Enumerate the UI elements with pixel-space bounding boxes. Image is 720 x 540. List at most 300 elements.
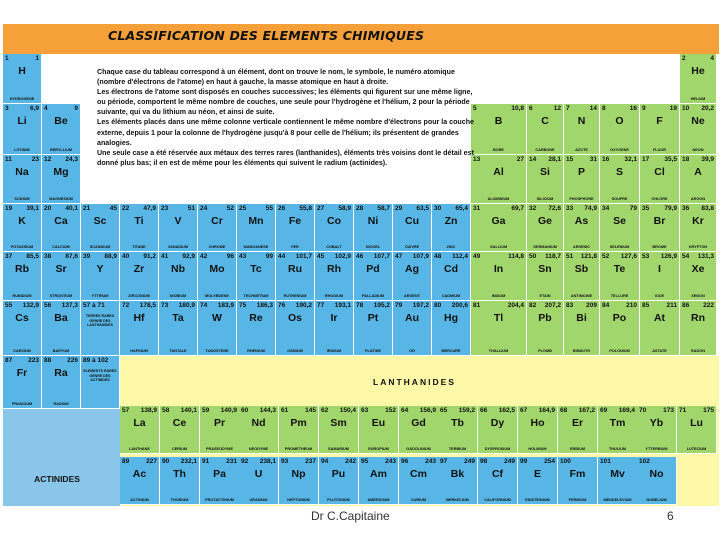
atomic-mass: 63,5 <box>416 205 429 212</box>
atomic-number: 73 <box>161 302 169 309</box>
atomic-number: 82 <box>529 302 537 309</box>
element-symbol: H <box>18 65 26 77</box>
element-symbol: Nd <box>251 417 266 429</box>
element-symbol: Th <box>173 468 186 480</box>
element-name: CARBONE <box>535 148 555 152</box>
atomic-mass: 186,3 <box>256 302 273 309</box>
atomic-mass: 9 <box>74 105 78 112</box>
element-name: ETAIN <box>539 294 551 298</box>
element-name: CHROME <box>208 245 226 249</box>
atomic-mass: 178,5 <box>139 302 156 309</box>
element-cell <box>640 204 680 252</box>
element-cell <box>159 252 198 301</box>
atomic-mass: 96 <box>226 253 234 260</box>
element-cell <box>3 104 42 155</box>
atomic-number: 80 <box>434 302 442 309</box>
atomic-mass: 127,6 <box>620 253 637 260</box>
atomic-mass: 173 <box>663 407 674 414</box>
atomic-mass: 254 <box>544 458 555 465</box>
element-cell <box>527 204 564 252</box>
element-name: VANADIUM <box>167 245 189 249</box>
element-symbol: Br <box>653 215 666 227</box>
element-name: STRONTIUM <box>49 294 73 298</box>
element-cell <box>81 204 120 252</box>
element-name: TANTALE <box>169 349 187 353</box>
atomic-number: 48 <box>434 253 442 260</box>
element-symbol: O <box>615 115 624 127</box>
atomic-mass: 193,1 <box>334 302 351 309</box>
lanthanides-label: LANTHANIDES <box>373 377 456 387</box>
atomic-mass: 55,8 <box>299 205 312 212</box>
atomic-number: 16 <box>602 156 610 163</box>
element-symbol: Np <box>291 468 306 480</box>
element-cell <box>81 356 120 409</box>
atomic-mass: 145 <box>305 407 316 414</box>
atomic-mass: 138,9 <box>140 407 157 414</box>
atomic-mass: 79,9 <box>664 205 677 212</box>
atomic-number: 74 <box>200 302 208 309</box>
element-symbol: Na <box>15 166 29 178</box>
atomic-mass: 52 <box>226 205 234 212</box>
element-cell <box>527 301 564 356</box>
element-symbol: Lu <box>690 417 703 429</box>
atomic-number: 93 <box>281 458 289 465</box>
atomic-mass: 10,8 <box>511 105 524 112</box>
element-symbol: Rb <box>15 263 29 275</box>
element-cell <box>680 252 717 301</box>
element-symbol: As <box>574 215 589 227</box>
element-symbol: Fe <box>288 215 302 227</box>
atomic-mass: 243 <box>425 458 436 465</box>
element-symbol: Ca <box>54 215 68 227</box>
element-cell <box>237 204 276 252</box>
element-symbol: Rn <box>691 312 705 324</box>
atomic-number: 57 <box>122 407 130 414</box>
element-name: MOLYBDENE <box>205 294 229 298</box>
atomic-number: 72 <box>122 302 130 309</box>
element-symbol: Ba <box>54 312 68 324</box>
element-name: YTTERBIUM <box>645 447 668 451</box>
element-name: TERBIUM <box>448 447 467 451</box>
atomic-number: 56 <box>44 302 52 309</box>
element-name: GALLIUM <box>489 245 508 249</box>
atomic-mass: 88,9 <box>104 253 117 260</box>
atomic-number: 21 <box>83 205 91 212</box>
element-symbol: Pb <box>538 312 552 324</box>
atomic-number: 30 <box>434 205 442 212</box>
element-symbol: Cu <box>405 215 419 227</box>
atomic-number: 36 <box>682 205 690 212</box>
element-name: MERCURE <box>441 349 461 353</box>
element-name: ARGENT <box>403 294 421 298</box>
element-symbol: Ir <box>330 312 338 324</box>
element-symbol: Sn <box>538 263 552 275</box>
atomic-number: 49 <box>473 253 481 260</box>
element-cell <box>471 301 527 356</box>
element-symbol: Kr <box>692 215 704 227</box>
element-name: HYDROGENE <box>9 97 35 101</box>
element-name: THALLIUM <box>488 349 509 353</box>
element-symbol: Zr <box>133 263 145 275</box>
element-name: HELIUM <box>690 97 706 101</box>
element-cell <box>3 252 42 301</box>
atomic-number: 22 <box>122 205 130 212</box>
element-symbol: Cl <box>654 166 665 178</box>
element-cell <box>315 301 354 356</box>
element-cell <box>564 155 600 204</box>
atomic-mass: 101,7 <box>295 253 312 260</box>
element-symbol: P <box>577 166 585 178</box>
atomic-mass: 249 <box>504 458 515 465</box>
element-cell <box>564 204 600 252</box>
element-name: FER <box>291 245 299 249</box>
element-name: XENON <box>691 294 705 298</box>
element-cell <box>527 104 564 155</box>
element-name: HOLMIUM <box>528 447 547 451</box>
element-name: PHOSPHORE <box>569 197 594 201</box>
atomic-number: 60 <box>241 407 249 414</box>
element-name: YTTRIUM <box>91 294 109 298</box>
element-name: TITANE <box>132 245 146 249</box>
element-name: EUROPIUM <box>368 447 389 451</box>
element-cell <box>438 406 478 454</box>
atomic-mass: 175 <box>703 407 714 414</box>
atomic-number: 78 <box>356 302 364 309</box>
atomic-number: 42 <box>200 253 208 260</box>
atomic-number: 71 <box>679 407 687 414</box>
atomic-mass: 162,5 <box>498 407 515 414</box>
element-name: IODE <box>654 294 665 298</box>
atomic-mass: 40,1 <box>65 205 78 212</box>
element-name: SODIUM <box>14 197 30 201</box>
atomic-number: 66 <box>480 407 488 414</box>
element-symbol: U <box>254 468 263 480</box>
element-cell <box>81 252 120 301</box>
element-name: RHENIUM <box>247 349 265 353</box>
atomic-number: 57 à 71 <box>83 302 105 309</box>
atomic-mass: 126,9 <box>660 253 677 260</box>
atomic-mass: 12 <box>553 105 561 112</box>
element-symbol: Hf <box>133 312 145 324</box>
description-paragraph: Chaque case du tableau correspond à un élément, dont on trouve le nom, le symbole, le numéro atomique (nombre d'électrons de l'atome) en haut à gauche, la masse atomique en haut à droite. <box>97 68 455 87</box>
element-name: GERMANIUM <box>533 245 557 249</box>
atomic-mass: 227 <box>146 458 157 465</box>
atomic-number: 89 <box>122 458 130 465</box>
element-cell <box>359 406 399 454</box>
element-name: TECHNETIUM <box>243 294 269 298</box>
atomic-mass: 65,4 <box>455 205 468 212</box>
element-cell <box>354 252 393 301</box>
element-symbol: Po <box>612 312 627 324</box>
element-name: DYSPROSIUM <box>484 447 511 451</box>
element-symbol: Mg <box>53 166 69 178</box>
element-symbol: Hg <box>444 312 458 324</box>
element-symbol: Tb <box>451 417 464 429</box>
atomic-number: 96 <box>401 458 409 465</box>
atomic-mass: 107,9 <box>412 253 429 260</box>
element-symbol: Ti <box>134 215 144 227</box>
element-cell <box>399 457 439 505</box>
description-paragraph: Les éléments placés dans une même colonne verticale contiennent le même nombre d'électrons pour la couche externe, depuis 1 pour la colonne de l'hydrogène jusqu'à 8 pour celle de l'hélium; ils présentent de grandes analogies. <box>97 118 474 147</box>
element-name: ELEMENTS RARES GENRE DES ACTINIDES <box>83 369 117 382</box>
atomic-number: 25 <box>239 205 247 212</box>
element-name: FERMIUM <box>568 498 587 502</box>
element-cell <box>237 301 276 356</box>
element-symbol: Cd <box>444 263 458 275</box>
element-name: PALLADIUM <box>361 294 385 298</box>
element-cell <box>600 155 640 204</box>
element-name: RADON <box>691 349 705 353</box>
element-cell <box>120 252 159 301</box>
element-symbol: Pr <box>213 417 226 429</box>
element-name: PLATINE <box>365 349 381 353</box>
atomic-number: 26 <box>278 205 286 212</box>
element-symbol: Gd <box>411 417 426 429</box>
element-symbol: I <box>658 263 661 275</box>
atomic-number: 20 <box>44 205 52 212</box>
atomic-mass: 6,9 <box>29 105 39 112</box>
atomic-mass: 237 <box>305 458 316 465</box>
atomic-mass: 69,7 <box>511 205 524 212</box>
element-cell <box>471 252 527 301</box>
element-symbol: Bk <box>450 468 465 480</box>
atomic-mass: 164,9 <box>538 407 555 414</box>
atomic-mass: 47,9 <box>143 205 156 212</box>
element-name: BERYLLIUM <box>49 148 72 152</box>
element-name: SOUFRE <box>611 197 628 201</box>
atomic-number: 44 <box>278 253 286 260</box>
element-symbol: K <box>18 215 26 227</box>
element-cell <box>42 204 81 252</box>
element-cell <box>3 204 42 252</box>
element-cell <box>640 104 680 155</box>
atomic-mass: 72,6 <box>548 205 561 212</box>
atomic-number: 100 <box>560 458 571 465</box>
element-cell <box>598 406 638 454</box>
atomic-mass: 27 <box>516 156 524 163</box>
atomic-number: 47 <box>395 253 403 260</box>
element-name: MAGNESIUM <box>49 197 73 201</box>
element-cell <box>3 155 42 204</box>
atomic-number: 64 <box>401 407 409 414</box>
element-symbol: Si <box>540 166 550 178</box>
atomic-mass: 190,2 <box>295 302 312 309</box>
element-symbol: N <box>577 115 586 127</box>
element-name: CAESIUM <box>13 349 31 353</box>
footer-author: Dr C.Capitaine <box>311 509 390 523</box>
element-symbol: Zn <box>444 215 458 227</box>
page-number: 6 <box>667 509 674 523</box>
element-symbol: Co <box>327 215 341 227</box>
element-symbol: He <box>691 65 705 77</box>
element-cell <box>600 104 640 155</box>
atomic-mass: 200,6 <box>451 302 468 309</box>
atomic-number: 31 <box>473 205 481 212</box>
element-cell <box>393 301 432 356</box>
element-name: TELLURE <box>610 294 629 298</box>
atomic-mass: 107,7 <box>373 253 390 260</box>
element-name: BARYUM <box>52 349 70 353</box>
element-cell <box>432 204 471 252</box>
element-cell <box>200 406 240 454</box>
element-symbol: Pt <box>367 312 379 324</box>
atomic-number: 23 <box>161 205 169 212</box>
atomic-mass: 99 <box>265 253 273 260</box>
atomic-number: 46 <box>356 253 364 260</box>
atomic-mass: 85,5 <box>26 253 39 260</box>
element-name: ANTIMOINE <box>570 294 593 298</box>
element-symbol: S <box>615 166 623 178</box>
element-symbol: At <box>653 312 666 324</box>
element-symbol: Bi <box>576 312 587 324</box>
atomic-number: 3 <box>5 105 9 112</box>
element-symbol: Ne <box>691 115 705 127</box>
element-name: PLUTONIUM <box>327 498 350 502</box>
element-name: POTASSIUM <box>10 245 34 249</box>
atomic-number: 54 <box>682 253 690 260</box>
element-cell <box>432 301 471 356</box>
element-symbol: Ta <box>172 312 184 324</box>
atomic-number: 53 <box>642 253 650 260</box>
element-name: CADMIUM <box>441 294 461 298</box>
atomic-mass: 169,4 <box>618 407 635 414</box>
element-cell <box>600 301 640 356</box>
element-name: NICKEL <box>365 245 381 249</box>
element-cell <box>315 204 354 252</box>
element-symbol: Ho <box>530 417 545 429</box>
atomic-number: 88 <box>44 357 52 364</box>
element-cell <box>354 301 393 356</box>
element-cell <box>198 204 237 252</box>
atomic-mass: 118,7 <box>545 253 561 260</box>
element-cell <box>680 104 717 155</box>
element-symbol: Te <box>613 263 626 275</box>
element-cell <box>120 301 159 356</box>
atomic-number: 13 <box>473 156 481 163</box>
element-name: PLOMB <box>538 349 552 353</box>
element-symbol: Ni <box>367 215 379 227</box>
element-symbol: Er <box>571 417 584 429</box>
atomic-number: 81 <box>473 302 481 309</box>
element-cell <box>637 406 677 454</box>
element-cell <box>518 406 558 454</box>
atomic-number: 59 <box>202 407 210 414</box>
element-cell <box>276 204 315 252</box>
element-name: BISMUTH <box>572 349 591 353</box>
element-cell <box>239 457 279 505</box>
element-cell <box>354 204 393 252</box>
atomic-number: 101 <box>600 458 611 465</box>
element-symbol: No <box>649 468 664 480</box>
element-symbol: Nb <box>171 263 185 275</box>
element-cell <box>315 252 354 301</box>
element-cell <box>3 301 42 356</box>
atomic-mass: 195,2 <box>373 302 390 309</box>
element-symbol: Mo <box>209 263 225 275</box>
atomic-mass: 39,1 <box>26 205 39 212</box>
element-name: FRANCIUM <box>11 402 33 406</box>
atomic-mass: 32,1 <box>624 156 637 163</box>
element-name: OXYGENE <box>610 148 629 152</box>
element-name: RUTHENIUM <box>283 294 307 298</box>
atomic-number: 68 <box>560 407 568 414</box>
element-name: RUBIDIUM <box>12 294 32 298</box>
element-cell <box>359 457 399 505</box>
atomic-mass: 45 <box>109 205 117 212</box>
atomic-number: 98 <box>480 458 488 465</box>
atomic-number: 35 <box>642 205 650 212</box>
element-cell <box>564 301 600 356</box>
atomic-number: 97 <box>440 458 448 465</box>
atomic-number: 84 <box>602 302 610 309</box>
atomic-mass: 114,8 <box>508 253 524 260</box>
atomic-mass: 31 <box>589 156 597 163</box>
element-symbol: E <box>533 468 541 480</box>
atomic-mass: 4 <box>710 55 714 62</box>
element-symbol: Mn <box>248 215 264 227</box>
element-name: BERKELIUM <box>446 498 469 502</box>
atomic-number: 9 <box>642 105 646 112</box>
atomic-number: 45 <box>317 253 325 260</box>
element-cell <box>527 252 564 301</box>
element-cell <box>237 252 276 301</box>
atomic-number: 70 <box>639 407 647 414</box>
atomic-number: 76 <box>278 302 286 309</box>
atomic-mass: 51 <box>187 205 195 212</box>
element-cell <box>276 252 315 301</box>
element-cell <box>680 204 717 252</box>
atomic-number: 39 <box>83 253 91 260</box>
element-name: ZIRCONIUM <box>128 294 150 298</box>
element-name: LITHIUM <box>14 148 30 152</box>
element-symbol: Fm <box>569 468 586 480</box>
element-name: CHLORE <box>651 197 668 201</box>
element-cell <box>276 301 315 356</box>
element-cell <box>527 155 564 204</box>
atomic-number: 58 <box>162 407 170 414</box>
atomic-number: 92 <box>241 458 249 465</box>
atomic-number: 67 <box>520 407 528 414</box>
element-symbol: Rh <box>327 263 341 275</box>
atomic-mass: 20,2 <box>701 105 714 112</box>
element-name: NEON <box>692 148 704 152</box>
element-cell <box>677 406 717 454</box>
element-name: ERBIUM <box>570 447 585 451</box>
element-cell <box>42 301 81 356</box>
element-name: URANIUM <box>249 498 268 502</box>
element-symbol: Be <box>54 115 68 127</box>
atomic-number: 62 <box>321 407 329 414</box>
element-cell <box>640 252 680 301</box>
element-symbol: Dy <box>490 417 505 429</box>
atomic-mass: 204,4 <box>507 302 524 309</box>
element-name: GADOLINIUM <box>406 447 431 451</box>
element-cell <box>160 457 200 505</box>
element-cell <box>200 457 240 505</box>
element-symbol: Ru <box>288 263 302 275</box>
element-symbol: Tm <box>609 417 626 429</box>
element-cell <box>640 155 680 204</box>
element-name: AMERICIUM <box>367 498 390 502</box>
atomic-mass: 140,1 <box>180 407 197 414</box>
element-name: ARSENIC <box>572 245 591 249</box>
element-cell <box>319 457 359 505</box>
atomic-number: 79 <box>395 302 403 309</box>
atomic-mass: 180,9 <box>178 302 195 309</box>
element-name: LUTECIUM <box>686 447 707 451</box>
atomic-mass: 23 <box>31 156 39 163</box>
atomic-number: 28 <box>356 205 364 212</box>
